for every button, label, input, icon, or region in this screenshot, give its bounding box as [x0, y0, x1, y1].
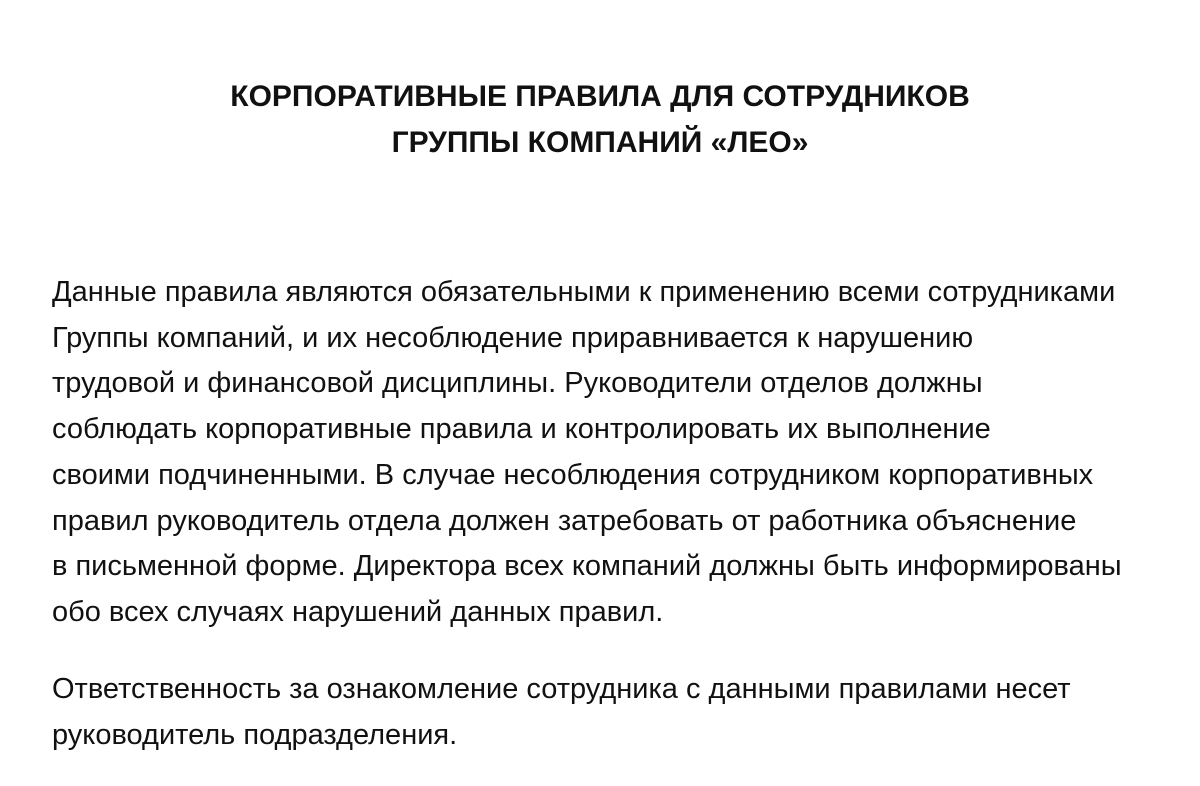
paragraph-line: правил руководитель отдела должен затребовать от работника объяснение — [52, 504, 1077, 537]
paragraph-line: своими подчиненными. В случае несоблюдения сотрудником корпоративных — [52, 458, 1094, 491]
paragraph-line: руководитель подразделения. — [52, 718, 458, 751]
paragraph-rules — [52, 270, 1192, 636]
paragraph-line: Данные правила являются обязательными к применению всеми сотрудниками — [52, 276, 1116, 308]
paragraph-line: трудовой и финансовой дисциплины. Руководители отделов должны — [52, 367, 983, 400]
title-line-1: КОРПОРАТИВНЫЕ ПРАВИЛА ДЛЯ СОТРУДНИКОВ — [230, 80, 970, 113]
title-line-2: ГРУППЫ КОМПАНИЙ «ЛЕО» — [391, 126, 809, 159]
paragraph-line: Группы компаний, и их несоблюдение приравнивается к нарушению — [52, 321, 974, 354]
paragraph-line: в письменной форме. Директора всех компаний должны быть информированы — [52, 550, 1122, 583]
paragraph-line: соблюдать корпоративные правила и контролировать их выполнение — [52, 413, 991, 446]
paragraph-line: Ответственность за ознакомление сотрудника с данными правилами несет — [52, 673, 1071, 705]
paragraph-responsibility — [52, 667, 1192, 758]
paragraph-line: обо всех случаях нарушений данных правил. — [52, 595, 664, 628]
document-title — [0, 74, 1200, 166]
